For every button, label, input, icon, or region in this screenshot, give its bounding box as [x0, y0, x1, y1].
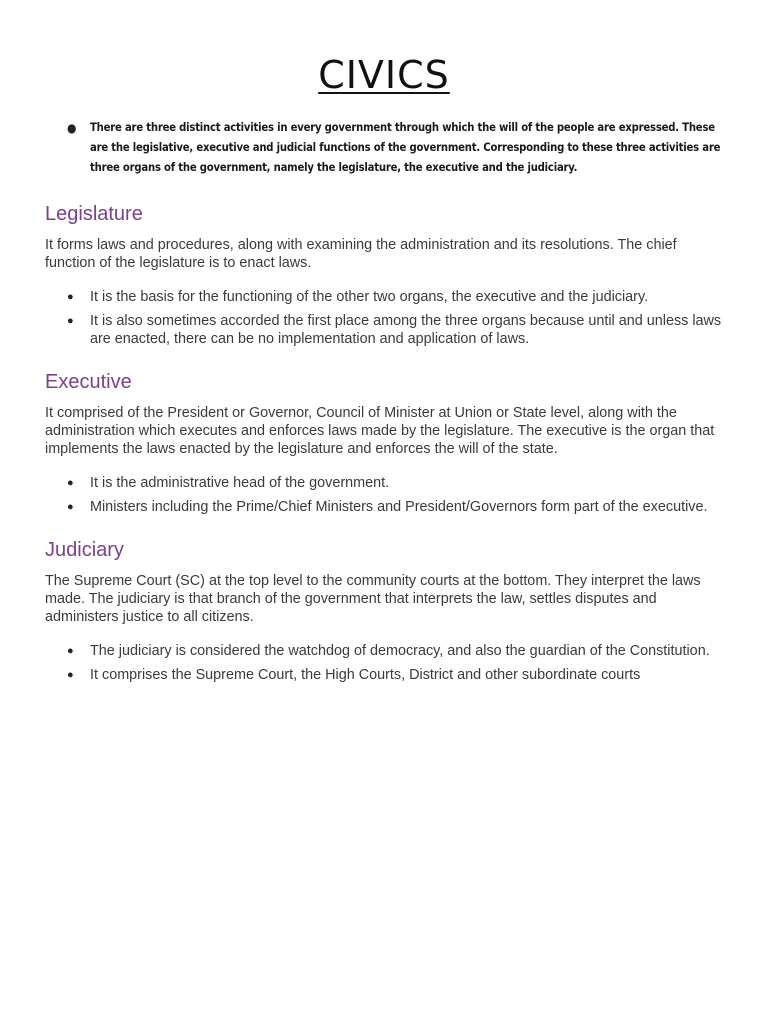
list-item: [45, 288, 723, 306]
bullet-icon: ●: [67, 121, 77, 135]
list-item: [45, 474, 723, 492]
bullet-icon: ●: [67, 477, 74, 489]
section-legislature: [45, 202, 723, 348]
section-body: It comprised of the President or Governor, Council of Minister at Union or State level, along with the administration which executes and enforces laws made by the legislature. The executive is the organ that implements the laws enacted by the legislature and enforces the will of the state.: [45, 405, 715, 457]
bullet-icon: ●: [67, 315, 74, 327]
point-text: It is the administrative head of the government.: [90, 475, 390, 491]
bullet-icon: ●: [67, 291, 74, 303]
bullet-icon: ●: [67, 645, 74, 657]
section-executive: [45, 370, 723, 516]
point-text: It is the basis for the functioning of the other two organs, the executive and the judiciary.: [90, 289, 649, 305]
section-points: [45, 474, 723, 516]
point-text: It comprises the Supreme Court, the High Courts, District and other subordinate courts: [90, 667, 641, 683]
bullet-icon: ●: [67, 501, 74, 513]
intro-list: [45, 118, 723, 178]
section-body: The Supreme Court (SC) at the top level to the community courts at the bottom. They interpret the laws made. The judiciary is that branch of the government that interprets the law, settles disputes and administers justice to all citizens.: [45, 573, 701, 625]
section-body: It forms laws and procedures, along with examining the administration and its resolutions. The chief function of the legislature is to enact laws.: [45, 237, 677, 271]
list-item: [45, 118, 723, 178]
section-judiciary: [45, 538, 723, 684]
list-item: [45, 642, 723, 660]
section-points: [45, 642, 723, 684]
point-text: The judiciary is considered the watchdog of democracy, and also the guardian of the Constitution.: [90, 643, 710, 659]
list-item: [45, 498, 723, 516]
section-points: [45, 288, 723, 348]
section-heading: Executive: [45, 371, 132, 393]
page-title: CIVICS: [318, 53, 450, 97]
section-heading: Judiciary: [45, 539, 124, 561]
list-item: [45, 312, 723, 348]
point-text: It is also sometimes accorded the first place among the three organs because until and unless laws are enacted, there can be no implementation and application of laws.: [90, 313, 722, 347]
intro-text: There are three distinct activities in every government through which the will of the people are expressed. These are the legislative, executive and judicial functions of the government. Corresponding to these three activities are three organs of the government, namely the legislature, the executive and the judiciary.: [90, 121, 721, 174]
bullet-icon: ●: [67, 669, 74, 681]
section-heading: Legislature: [45, 203, 143, 225]
point-text: Ministers including the Prime/Chief Ministers and President/Governors form part of the executive.: [90, 499, 708, 515]
list-item: [45, 666, 723, 684]
